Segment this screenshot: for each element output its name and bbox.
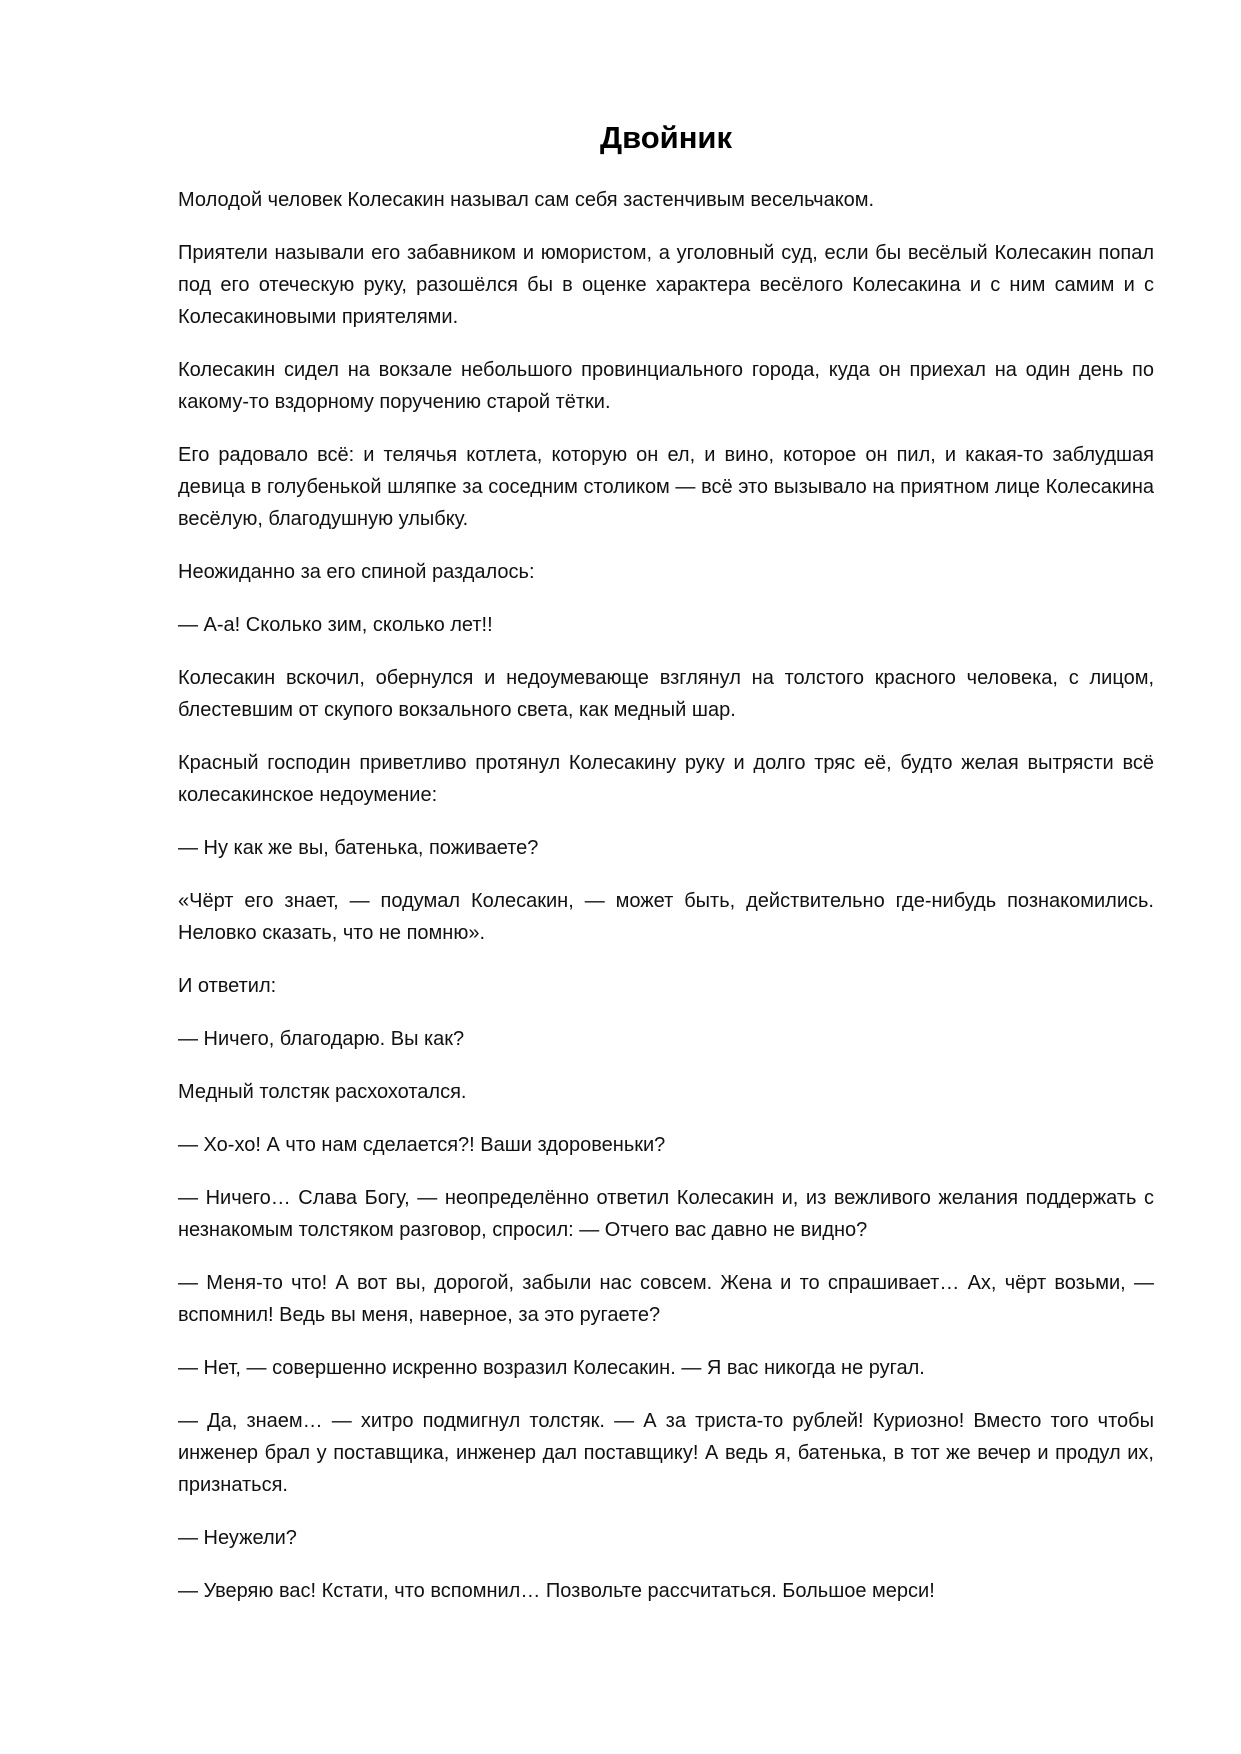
paragraph: «Чёрт его знает, — подумал Колесакин, — может быть, действительно где-нибудь познакомились. Неловко сказать, что не помню».	[178, 890, 1154, 944]
document-page	[178, 118, 1154, 1628]
paragraph: Колесакин вскочил, обернулся и недоумевающе взглянул на толстого красного человека, с лицом, блестевшим от скупого вокзального света, как медный шар.	[178, 667, 1154, 721]
document-title: Двойник	[599, 120, 733, 155]
paragraph: — А-а! Сколько зим, сколько лет!!	[178, 614, 493, 636]
paragraph: — Ничего, благодарю. Вы как?	[178, 1028, 465, 1050]
paragraph: Красный господин приветливо протянул Колесакину руку и долго тряс её, будто желая вытрясти всё колесакинское недоумение:	[178, 752, 1154, 806]
paragraph: Колесакин сидел на вокзале небольшого провинциального города, куда он приехал на один день по какому-то вздорному поручению старой тётки.	[178, 359, 1154, 413]
paragraph: — Ну как же вы, батенька, поживаете?	[178, 837, 539, 859]
paragraph: — Меня-то что! А вот вы, дорогой, забыли нас совсем. Жена и то спрашивает… Ах, чёрт возьми, — вспомнил! Ведь вы меня, наверное, за это ругаете?	[178, 1272, 1154, 1326]
paragraph: Молодой человек Колесакин называл сам себя застенчивым весельчаком.	[178, 189, 875, 211]
paragraph: Приятели называли его забавником и юмористом, а уголовный суд, если бы весёлый Колесакин попал под его отеческую руку, разошёлся бы в оценке характера весёлого Колесакина и с ним самим и с Колесакиновыми приятелями.	[178, 242, 1154, 328]
paragraph: И ответил:	[178, 975, 277, 997]
paragraph: — Неужели?	[178, 1527, 297, 1549]
paragraph: — Ничего… Слава Богу, — неопределённо ответил Колесакин и, из вежливого желания поддержать с незнакомым толстяком разговор, спросил: — Отчего вас давно не видно?	[178, 1187, 1154, 1241]
paragraph: Его радовало всё: и телячья котлета, которую он ел, и вино, которое он пил, и какая-то заблудшая девица в голубенькой шляпке за соседним столиком — всё это вызывало на приятном лице Колесакина весёлую, благодушную улыбку.	[178, 444, 1154, 530]
document-body	[178, 184, 1154, 1607]
paragraph: Неожиданно за его спиной раздалось:	[178, 561, 535, 583]
paragraph: — Да, знаем… — хитро подмигнул толстяк. — А за триста-то рублей! Куриозно! Вместо того чтобы инженер брал у поставщика, инженер дал поставщику! А ведь я, батенька, в тот же вечер и продул их, признаться.	[178, 1410, 1154, 1496]
paragraph: — Хо-хо! А что нам сделается?! Ваши здоровеньки?	[178, 1134, 666, 1156]
paragraph: — Нет, — совершенно искренно возразил Колесакин. — Я вас никогда не ругал.	[178, 1357, 925, 1379]
paragraph: — Уверяю вас! Кстати, что вспомнил… Позвольте рассчитаться. Большое мерси!	[178, 1580, 935, 1602]
paragraph: Медный толстяк расхохотался.	[178, 1081, 467, 1103]
